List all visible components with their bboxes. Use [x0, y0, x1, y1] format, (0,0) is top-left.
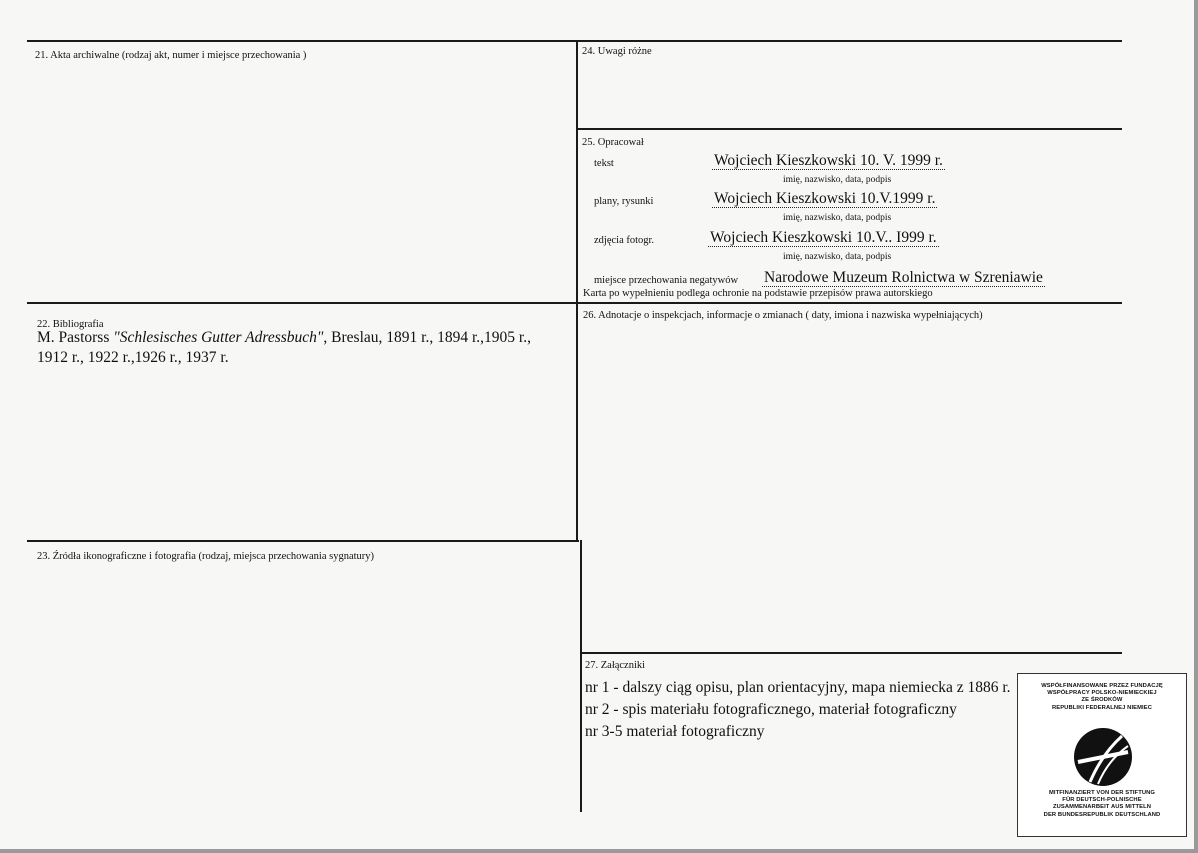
top-rule	[27, 40, 1122, 42]
section-21-label: 21. Akta archiwalne (rodzaj akt, numer i miejsce przechowania )	[35, 50, 307, 61]
logo-text-line: ZE ŚRODKÓW	[1081, 697, 1123, 704]
section-24-label: 24. Uwagi różne	[582, 46, 652, 57]
rule-26-27	[580, 652, 1122, 654]
rule-22-23	[27, 540, 579, 542]
author-row-caption: imię, nazwisko, data, podpis	[783, 213, 892, 223]
author-row-label-text: tekst	[594, 158, 614, 169]
attachment-item: nr 3-5 materiał fotograficzny	[585, 723, 765, 740]
author-row-caption: imię, nazwisko, data, podpis	[783, 252, 892, 262]
author-row-value-text: Wojciech Kieszkowski 10. V. 1999 r.	[714, 152, 943, 169]
bibliography-line-2: 1912 r., 1922 r.,1926 r., 1937 r.	[37, 349, 229, 366]
negatives-value: Narodowe Muzeum Rolnictwa w Szreniawie	[764, 269, 1043, 286]
logo-text-line: MITFINANZIERT VON DER STIFTUNG	[1048, 790, 1156, 796]
logo-text-line: REPUBLIKI FEDERALNEJ NIEMIEC	[1051, 704, 1153, 711]
section-27-label: 27. Załączniki	[585, 660, 646, 671]
section-25-label: 25. Opracował	[582, 137, 644, 148]
section-22-label: 22. Bibliografia	[37, 319, 104, 330]
bibliography-details: , Breslau, 1891 r., 1894 r.,1905 r.,	[323, 329, 531, 346]
logo-text-line: DER BUNDESREPUBLIK DEUTSCHLAND	[1043, 811, 1161, 818]
center-divider	[576, 40, 578, 542]
funding-logo-german-text	[1022, 790, 1182, 819]
center-divider-lower	[580, 540, 582, 812]
attachment-item: nr 1 - dalszy ciąg opisu, plan orientacyjny, mapa niemiecka z 1886 r.	[585, 679, 1011, 696]
bibliography-line-1	[37, 329, 531, 347]
logo-text-line: FÜR DEUTSCH-POLNISCHE	[1062, 797, 1142, 804]
copyright-note: Karta po wypełnieniu podlega ochronie na podstawie przepisów prawa autorskiego	[583, 288, 933, 299]
attachment-item: nr 2 - spis materiału fotograficznego, materiał fotograficzny	[585, 701, 957, 718]
rule-24-25	[577, 128, 1122, 130]
bibliography-title: "Schlesisches Gutter Adressbuch"	[113, 329, 324, 346]
rule-upper-lower	[27, 302, 1122, 304]
logo-text-line: WSPÓŁFINANSOWANE PRZEZ FUNDACJĘ	[1041, 683, 1163, 689]
author-row-caption: imię, nazwisko, data, podpis	[783, 175, 892, 185]
author-row-value-photos: Wojciech Kieszkowski 10.V.. I999 r.	[710, 229, 937, 246]
logo-text-line: ZUSAMMENARBEIT AUS MITTELN	[1052, 804, 1152, 811]
author-row-label-photos: zdjęcia fotogr.	[594, 235, 655, 246]
logo-text-line: WSPÓŁPRACY POLSKO-NIEMIECKIEJ	[1047, 690, 1157, 697]
negatives-label: miejsce przechowania negatywów	[594, 275, 739, 286]
funding-logo	[1017, 673, 1187, 837]
author-row-label-plans: plany, rysunki	[594, 196, 654, 207]
section-26-label: 26. Adnotacje o inspekcjach, informacje o zmianach ( daty, imiona i nazwiska wypełniających)	[583, 310, 983, 321]
section-23-label: 23. Źródła ikonograficzne i fotografia (rodzaj, miejsca przechowania sygnatury)	[37, 551, 375, 562]
funding-logo-polish-text	[1022, 683, 1182, 712]
foundation-emblem-icon	[1072, 726, 1134, 788]
bibliography-author: M. Pastorss	[37, 329, 114, 346]
author-row-value-plans: Wojciech Kieszkowski 10.V.1999 r.	[714, 190, 936, 207]
